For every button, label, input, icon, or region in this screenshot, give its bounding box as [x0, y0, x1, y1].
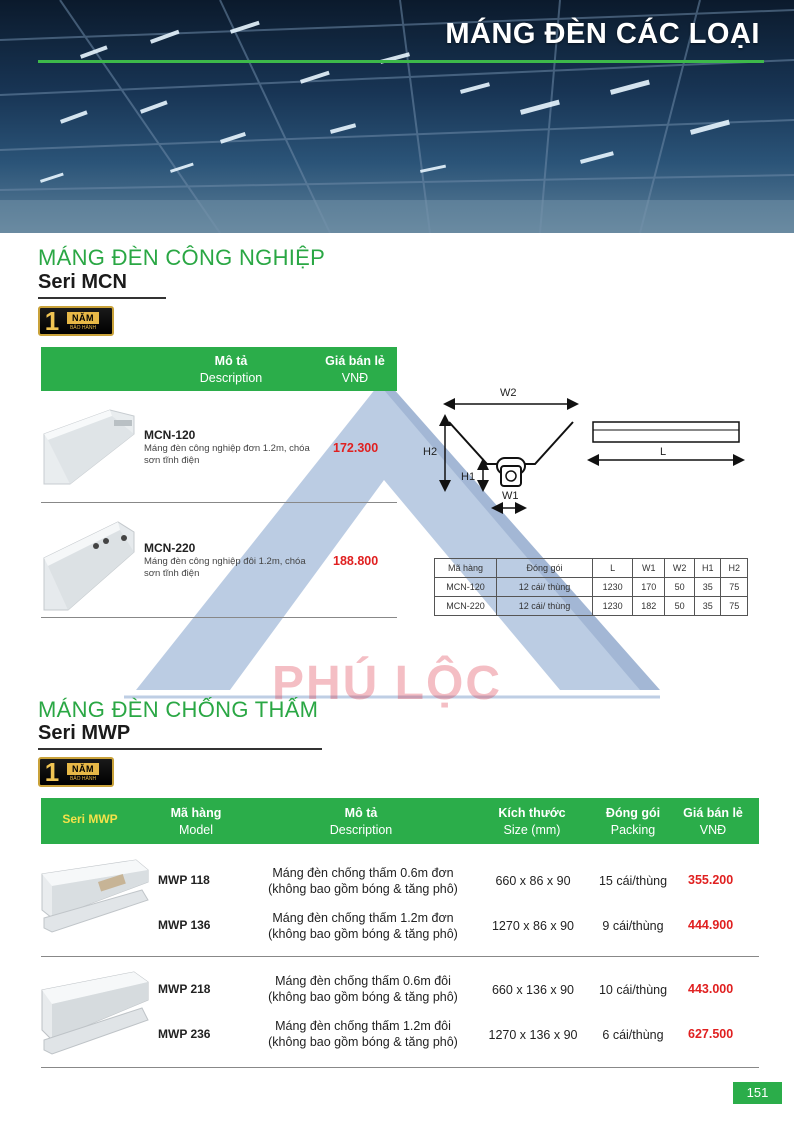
spec-cell: 1230 [593, 578, 633, 597]
mwp-single-product-image [38, 856, 150, 936]
desc-line: (không bao gồm bóng & tăng phô) [268, 990, 458, 1004]
spec-cell: 182 [633, 597, 665, 616]
spec-cell: 75 [721, 578, 748, 597]
mwp-136-desc [246, 910, 480, 942]
spec-cell: 35 [694, 578, 721, 597]
page-title: MÁNG ĐÈN CÁC LOẠI [445, 18, 760, 50]
mwp-header-size-vi: Kích thước [498, 806, 566, 820]
desc-line: (không bao gồm bóng & tăng phô) [268, 882, 458, 896]
mcn-table-header [41, 347, 397, 391]
desc-line: (không bao gồm bóng & tăng phô) [268, 1035, 458, 1049]
mwp-218-price: 443.000 [688, 982, 734, 996]
mwp-double-product-image [38, 966, 150, 1058]
spec-col-h2: H2 [721, 559, 748, 578]
mwp-136-size: 1270 x 86 x 90 [491, 919, 574, 933]
warranty-unit: NĂM [67, 312, 99, 324]
mwp-236-price: 627.500 [688, 1027, 734, 1041]
spec-cell: MCN-120 [435, 578, 497, 597]
mwp-136-price: 444.900 [688, 918, 734, 932]
spec-cell: 50 [665, 578, 695, 597]
spec-cell: MCN-220 [435, 597, 497, 616]
warranty-badge [38, 306, 114, 336]
mcn-220-desc: Máng đèn công nghiệp đôi 1.2m, chóa sơn tĩnh điện [144, 556, 306, 579]
mwp-236-pack: 6 cái/thùng [602, 1028, 664, 1042]
spec-cell: 12 cái/ thùng [497, 578, 593, 597]
mwp-218-size: 660 x 136 x 90 [491, 983, 574, 997]
mwp-218-desc [246, 973, 480, 1005]
mcn-header-desc-vi: Mô tả [214, 354, 248, 368]
mwp-row-divider [41, 1067, 759, 1068]
mwp-136-model: MWP 136 [158, 918, 211, 932]
mcn-header-desc-en: Description [199, 371, 263, 385]
mcn-120-model: MCN-120 [144, 428, 196, 442]
mwp-header-model-en: Model [178, 823, 214, 837]
diagram-label-h1: H1 [461, 471, 476, 483]
mwp-header-desc-en: Description [329, 823, 393, 837]
mwp-seri-rule [38, 748, 322, 750]
mcn-header-price-en: VNĐ [341, 371, 369, 385]
desc-line: Máng đèn chống thấm 1.2m đơn [272, 911, 454, 925]
mwp-header-pack-vi: Đóng gói [605, 806, 661, 820]
warranty-badge [38, 757, 114, 787]
spec-cell: 12 cái/ thùng [497, 597, 593, 616]
mcn-row-divider [41, 502, 397, 503]
mwp-118-pack: 15 cái/thùng [598, 874, 668, 888]
warranty-years: 1 [44, 757, 60, 787]
mcn-spec-table [434, 558, 748, 616]
mcn-section-title: MÁNG ĐÈN CÔNG NGHIỆP [38, 245, 326, 270]
mwp-header-price-vi: Giá bán lẻ [683, 806, 743, 820]
mwp-header-model-vi: Mã hàng [170, 806, 222, 820]
spec-col-h1: H1 [694, 559, 721, 578]
mwp-118-desc [246, 865, 480, 897]
warranty-label: BẢO HÀNH [69, 775, 97, 782]
spec-header-row [435, 559, 748, 578]
mcn-seri-rule [38, 297, 166, 299]
spec-cell: 1230 [593, 597, 633, 616]
mcn-row-divider [41, 617, 397, 618]
desc-line: Máng đèn chống thấm 1.2m đôi [275, 1019, 451, 1033]
mwp-218-model: MWP 218 [158, 982, 211, 996]
mcn-120-desc: Máng đèn công nghiệp đơn 1.2m, chóa sơn tĩnh điện [144, 443, 310, 466]
mwp-row-divider [41, 956, 759, 957]
mcn-seri-title: Seri MCN [38, 271, 127, 293]
mwp-118-model: MWP 118 [158, 873, 210, 887]
spec-cell: 50 [665, 597, 695, 616]
dimension-diagram [415, 380, 755, 520]
mwp-218-pack: 10 cái/thùng [598, 983, 668, 997]
diagram-label-w2: W2 [500, 387, 517, 399]
spec-cell: 35 [694, 597, 721, 616]
mwp-236-desc [246, 1018, 480, 1050]
desc-line: (không bao gồm bóng & tăng phô) [268, 927, 458, 941]
warranty-label: BẢO HÀNH [69, 324, 97, 331]
spec-col-pack: Đóng gói [497, 559, 593, 578]
spec-col-w2: W2 [665, 559, 695, 578]
spec-col-l: L [593, 559, 633, 578]
mcn-header-price-vi: Giá bán lẻ [325, 354, 385, 368]
spec-col-model: Mã hàng [435, 559, 497, 578]
mwp-seri-title: Seri MWP [38, 722, 131, 744]
mcn-120-price: 172.300 [333, 441, 379, 455]
mwp-236-size: 1270 x 136 x 90 [488, 1028, 578, 1042]
desc-line: Máng đèn chống thấm 0.6m đôi [275, 974, 451, 988]
mwp-header-size-en: Size (mm) [503, 823, 561, 837]
mcn-220-product-image [40, 516, 136, 612]
mwp-118-size: 660 x 86 x 90 [495, 874, 571, 888]
spec-cell: 75 [721, 597, 748, 616]
mwp-section-title: MÁNG ĐÈN CHỐNG THẤM [38, 697, 319, 722]
spec-col-w1: W1 [633, 559, 665, 578]
watermark-brand: PHÚ LỘC [272, 657, 502, 710]
mwp-136-pack: 9 cái/thùng [602, 919, 664, 933]
warranty-years: 1 [44, 306, 60, 336]
mcn-220-model: MCN-220 [144, 541, 196, 555]
mwp-236-model: MWP 236 [158, 1027, 211, 1041]
mwp-118-price: 355.200 [688, 873, 734, 887]
mwp-header-price-en: VNĐ [699, 823, 727, 837]
mwp-table-header [41, 798, 759, 844]
mcn-220-price: 188.800 [333, 554, 379, 568]
table-row [435, 578, 748, 597]
diagram-label-l: L [660, 446, 667, 458]
mwp-header-seri: Seri MWP [62, 812, 118, 826]
spec-cell: 170 [633, 578, 665, 597]
mcn-120-product-image [40, 404, 136, 488]
mwp-header-desc-vi: Mô tả [344, 806, 378, 820]
warranty-unit: NĂM [67, 763, 99, 775]
mwp-header-pack-en: Packing [610, 823, 656, 837]
table-row [435, 597, 748, 616]
desc-line: Máng đèn chống thấm 0.6m đơn [272, 866, 454, 880]
page-number: 151 [733, 1082, 782, 1104]
diagram-label-w1: W1 [502, 490, 519, 502]
diagram-label-h2: H2 [423, 446, 438, 458]
